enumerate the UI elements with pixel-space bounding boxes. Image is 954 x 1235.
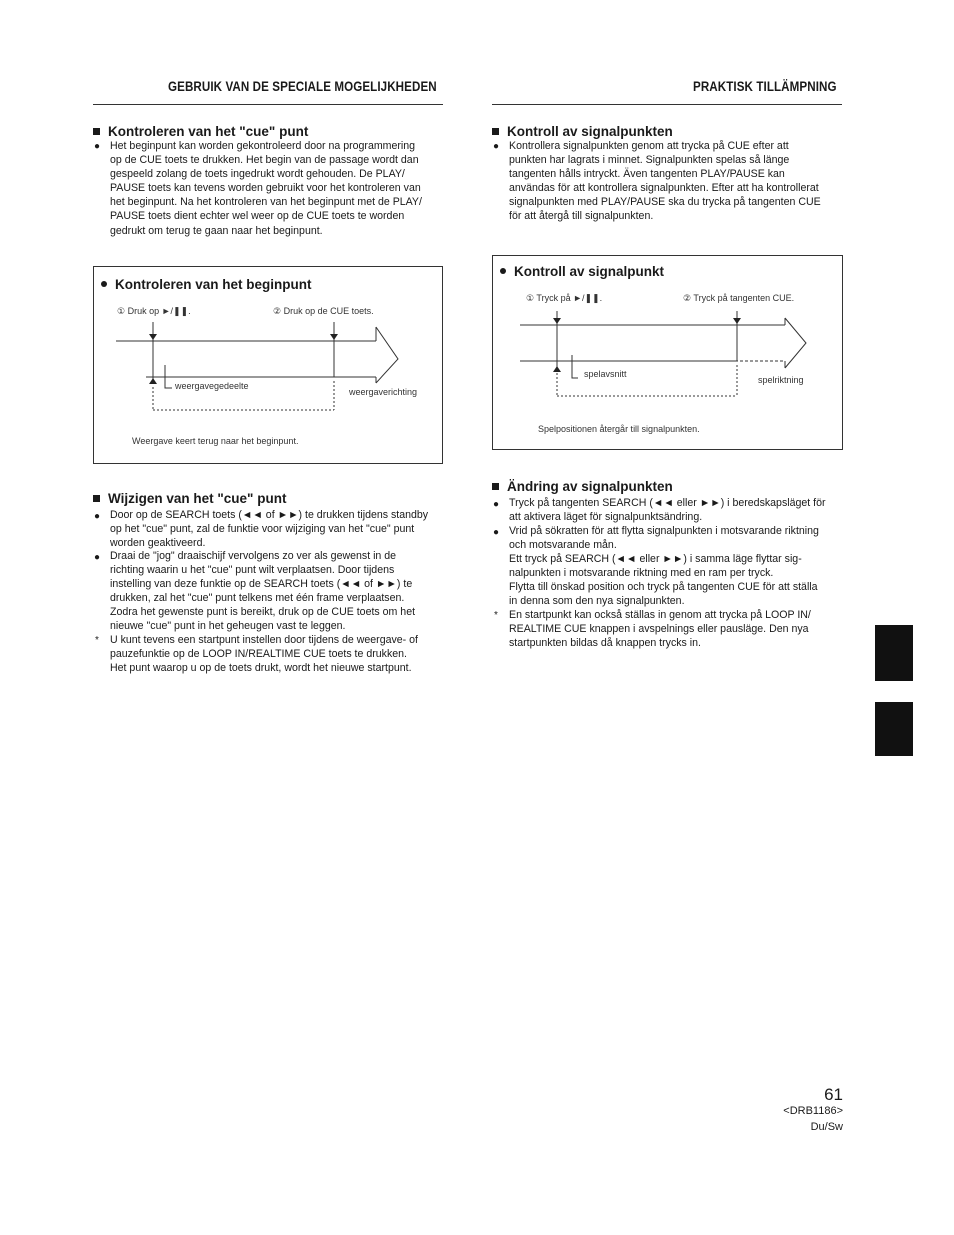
left-section2-item2 (110, 549, 442, 634)
text-line: användas för att kontrollera signalpunkten. Efter att ha kontrollerat (509, 182, 819, 195)
left-header: GEBRUIK VAN DE SPECIALE MOGELIJKHEDEN (168, 79, 437, 94)
right-section2-item2 (509, 524, 841, 609)
bullet-icon: ● (493, 141, 500, 152)
text-line: gespeeld zolang de toets ingedrukt wordt gehouden. De PLAY/ (110, 168, 405, 181)
bullet-icon: ● (493, 499, 500, 510)
asterisk-marker: * (494, 610, 498, 621)
left-diagram-label-direction: weergaverichting (349, 387, 418, 397)
side-tab-lower (875, 702, 913, 756)
asterisk-marker: * (95, 635, 99, 646)
text-line: Ett tryck på SEARCH (◄◄ eller ►►) i samma läge flyttar sig- (509, 553, 802, 566)
text-line: Kontrollera signalpunkten genom att trycka på CUE efter att (509, 140, 789, 152)
text-line: för att återgå till signalpunkten. (509, 210, 654, 223)
page-number: 61 (824, 1085, 843, 1104)
text-line: Zodra het gewenste punt is bereikt, druk op de CUE toets om het (110, 606, 416, 619)
text-line: En startpunkt kan också ställas in genom att trycka på LOOP IN/ (509, 609, 811, 621)
side-tab-upper (875, 625, 913, 681)
text-line: PAUSE toets kan tevens worden gebruikt voor het kontroleren van (110, 182, 421, 195)
text-line: op de CUE toets te drukken. Het begin van de passage wordt dan (110, 154, 419, 167)
text-line: att aktivera läget för signalpunktsändring. (509, 511, 703, 524)
text-line: signalpunkten med PLAY/PAUSE ska du trycka på tangenten CUE (509, 196, 821, 209)
right-header: PRAKTISK TILLÄMPNING (693, 79, 837, 94)
right-section1-title (492, 124, 673, 139)
doc-code: <DRB1186> (783, 1105, 843, 1117)
bullet-icon: ● (94, 141, 101, 152)
language-code: Du/Sw (810, 1121, 843, 1133)
bullet-icon: ● (94, 552, 101, 563)
right-diagram-title-text: Kontroll av signalpunkt (514, 264, 665, 279)
square-bullet-icon (492, 128, 499, 135)
left-diagram-title-text: Kontroleren van het beginpunt (115, 277, 312, 292)
text-line: op het "cue" punt, zal de funktie voor wijziging van het "cue" punt (110, 523, 415, 536)
text-line: punkten har lagrats i minnet. Signalpunkten spelas så länge (509, 154, 790, 167)
right-diagram-box (492, 255, 843, 450)
text-line: richting waarin u het "cue" punt wilt verplaatsen. Door tijdens (110, 564, 395, 577)
text-line: Draai de "jog" draaischijf vervolgens zo ver als gewenst in de (110, 550, 397, 562)
text-line: instelling van deze funktie op de SEARCH toets (◄◄ of ►►) te (110, 578, 413, 591)
text-line: Tryck på tangenten SEARCH (◄◄ eller ►►) i beredskapsläget för (509, 497, 826, 509)
left-section2-item3 (110, 633, 442, 675)
left-section2-title (93, 491, 286, 506)
left-diagram-step2: ② Druk op de CUE toets. (273, 306, 374, 316)
text-line: in denna som den nya signalpunkten. (509, 595, 685, 608)
square-bullet-icon (492, 483, 499, 490)
text-line: Het beginpunt kan worden gekontroleerd door na programmering (110, 140, 416, 152)
text-line: och motsvarande mån. (509, 539, 617, 552)
text-line: Flytta till önskad position och tryck på tangenten CUE för att ställa (509, 581, 818, 594)
right-diagram-caption: Spelpositionen återgår till signalpunkten. (538, 424, 700, 434)
square-bullet-icon (93, 495, 100, 502)
bullet-icon: ● (493, 527, 500, 538)
text-line: tangenten hålls intryckt. Även tangenten PLAY/PAUSE kan (509, 168, 785, 181)
text-line: Vrid på sökratten för att flytta signalpunkten i motsvarande riktning (509, 525, 819, 537)
text-line: pauzefunktie op de LOOP IN/REALTIME CUE toets te drukken. (110, 648, 407, 661)
round-bullet-icon (500, 268, 506, 274)
right-header-rule (492, 104, 842, 105)
right-section2-title-text: Ändring av signalpunkten (507, 479, 673, 494)
right-diagram-title (500, 264, 664, 279)
right-section2-item1 (509, 496, 841, 524)
text-line: PAUSE toets dient echter wel weer op de CUE toets te worden (110, 210, 405, 223)
right-diagram-label-direction: spelriktning (758, 375, 804, 385)
right-diagram-step1: ① Tryck på ►/❚❚. (526, 293, 603, 303)
left-section2-title-text: Wijzigen van het "cue" punt (108, 491, 287, 506)
text-line: Door op de SEARCH toets (◄◄ of ►►) te drukken tijdens standby (110, 509, 429, 521)
left-diagram-label-section: weergavegedeelte (175, 381, 249, 391)
left-diagram-step1: ① Druk op ►/❚❚. (117, 306, 191, 316)
text-line: Het punt waarop u op de toets drukt, wordt het nieuwe startpunt. (110, 662, 412, 675)
text-line: gedrukt om terug te gaan naar het beginpunt. (110, 224, 323, 237)
right-diagram-step2: ② Tryck på tangenten CUE. (683, 293, 795, 303)
text-line: worden geaktiveerd. (110, 537, 206, 550)
right-section2-title (492, 479, 673, 494)
text-line: het beginpunt. Na het kontroleren van het beginpunt met de PLAY/ (110, 196, 422, 209)
text-line: drukken, zal het "cue" punt telkens met één frame verplaatsen. (110, 592, 405, 605)
text-line: U kunt tevens een startpunt instellen door tijdens de weergave- of (110, 634, 418, 646)
text-line: nalpunkten i motsvarande riktning med en ram per tryck. (509, 567, 774, 580)
left-diagram-caption: Weergave keert terug naar het beginpunt. (132, 436, 299, 446)
text-line: REALTIME CUE knappen i avspelnings eller pausläge. Den nya (509, 623, 809, 636)
text-line: startpunkten bildas då knappen trycks in. (509, 637, 701, 650)
bullet-icon: ● (94, 511, 101, 522)
left-section1-title-text: Kontroleren van het "cue" punt (108, 124, 309, 139)
right-section1-body (509, 139, 841, 224)
left-diagram-arrows (116, 322, 398, 410)
right-diagram-label-section: spelavsnitt (584, 369, 627, 379)
right-section1-title-text: Kontroll av signalpunkten (507, 124, 673, 139)
text-line: nieuwe "cue" punt in het geheugen vast te leggen. (110, 620, 346, 633)
left-section2-item1 (110, 508, 442, 550)
right-section2-item3 (509, 608, 841, 650)
